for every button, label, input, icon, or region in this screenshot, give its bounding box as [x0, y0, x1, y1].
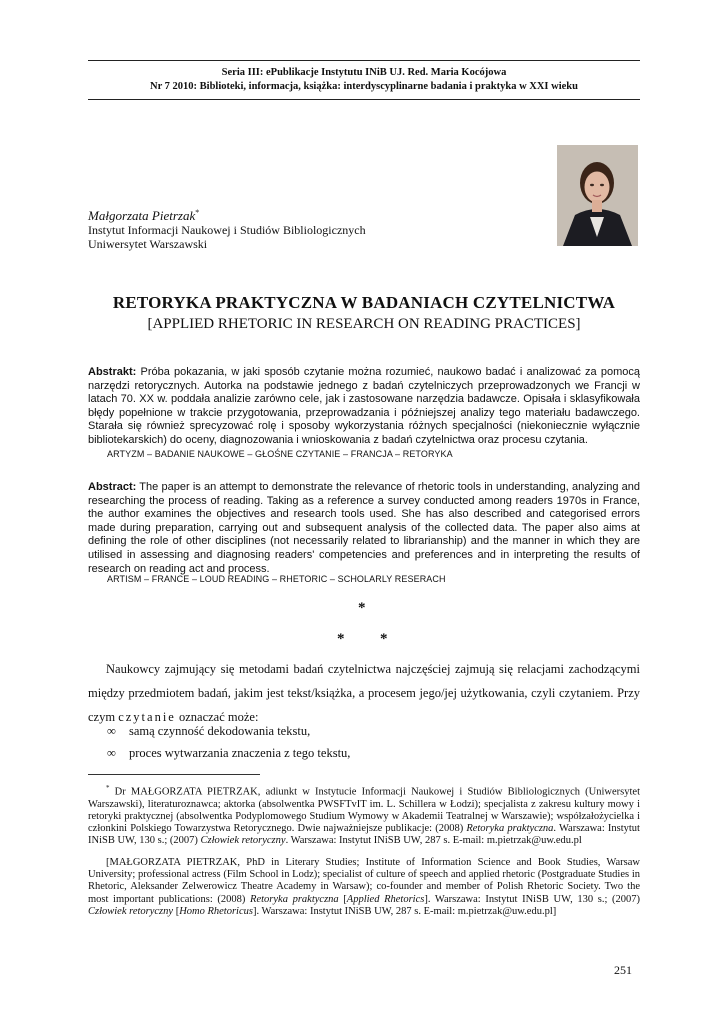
abstract-english — [88, 481, 640, 576]
footnote-polish — [88, 782, 640, 848]
footnote-pl-text-3: . Warszawa: Instytut INiSB UW, 287 s. E-mail: m.pietrzak@uw.edu.pl — [285, 835, 582, 847]
infinity-bullet-icon: ∞ — [107, 746, 116, 760]
author-name: Małgorzata Pietrzak — [88, 208, 196, 223]
separator-star-top: * — [358, 600, 366, 616]
page-number: 251 — [614, 963, 632, 977]
series-line-1: Seria III: ePublikacje Instytutu INiB UJ. Red. Maria Kocójowa — [221, 67, 507, 78]
list-item-text: proces wytwarzania znaczenia z tego tekstu, — [129, 746, 351, 760]
footnote-en-italic-1: Retoryka praktyczna — [250, 893, 339, 905]
footnote-en-italic-2: Applied Rhetorics — [346, 893, 425, 905]
abstract-polish — [88, 366, 640, 448]
footnote-english — [88, 857, 640, 918]
series-header — [88, 60, 640, 100]
separator-star-right: * — [380, 631, 388, 647]
footnote-en-text-1: [MAŁGORZATA PIETRZAK, PhD in Literary Studies; Institute of Information Science and Book Studies, Warsaw University; professional actress (Film School in Lodz); specialist of culture of speech and applied rhetoric (Postgraduate Studies in Rhetoric, Aleksander Zelwerowicz Theatre Academy in Warsaw); co-founder and member of Polish Rhetoric Society. Two the most important publications: (2008) — [88, 857, 640, 905]
keywords-english: ARTISM – FRANCE – LOUD READING – RHETORIC – SCHOLARLY RESERACH — [107, 574, 446, 584]
body-spaced-word: czytanie — [118, 710, 176, 724]
footnote-en-italic-4: Homo Rhetoricus — [179, 905, 253, 917]
abstract-en-label: Abstract: — [88, 481, 137, 493]
footnote-pl-italic-1: Retoryka praktyczna — [466, 823, 554, 835]
footnote-pl-text-2: . Warszawa: Instytut INiSB UW, 130 s.; (2007) — [88, 823, 640, 847]
body-para-start: Naukowcy zajmujący się metodami badań czytelnictwa najczęściej zajmują się relacjami zachodzącymi między przedmiotem badań, jakim jest tekst/książka, a procesem jego/jej użytkowania, czyli czytaniem. Przy czym — [88, 662, 640, 724]
list-item-text: samą czynność dekodowania tekstu, — [129, 724, 311, 738]
series-line-2: Nr 7 2010: Biblioteki, informacja, książka: interdyscyplinarne badania i praktyka w XXI wieku — [149, 81, 578, 92]
list-item — [107, 746, 350, 761]
footnote-en-text-3: ]. Warszawa: Instytut INiSB UW, 130 s.; (2007) — [424, 893, 640, 905]
footnote-en-text-4: [ — [173, 905, 180, 917]
footnote-en-text-2: [ — [338, 893, 347, 905]
footnote-en-italic-3: Człowiek retoryczny — [88, 905, 174, 917]
separator-star-left: * — [337, 631, 345, 647]
body-para-end: oznaczać może: — [175, 710, 259, 724]
abstract-pl-text: Próba pokazania, w jaki sposób czytanie można rozumieć, naukowo badać i analizować za pomocą narzędzi retorycznych. Autorka na podstawie jednego z badań czytelniczych przeprowadzonych we Francji w latach 70. XX w. poddała analizie zarówno cele, jak i zastosowane narzędzia badawcze. Opisała i sklasyfikowała błędy popełnione w trakcie przygotowania, przeprowadzania i późniejszej analizy tego materiału badawczego. Starała się również sprecyzować rolę i sposoby wykorzystania różnych specjalności (niekoniecznie wyłącznie bibliotekarskich) do oceny, diagnozowania i wnioskowania z badań czytelnictwa oraz procesu czytania. — [88, 366, 640, 446]
infinity-bullet-icon: ∞ — [107, 724, 116, 738]
author-portrait-image — [557, 145, 638, 246]
footnote-pl-text-1: Dr MAŁGORZATA PIETRZAK, adiunkt w Instytucie Informacji Naukowej i Studiów Bibliologicznych (Uniwersytet Warszawski), literaturoznawca; aktorka (absolwentka PWSFTvIT im. L. Schillera w Łodzi); specjalista z zakresu kultury mowy i retoryki praktycznej (absolwentka Podyplomowego Studium Wymowy w Akademii Teatralnej w Warszawie); współzałożycielka i członkini Polskiego Towarzystwa Retorycznego. Dwie najważniejsze publikacje: (2008) — [88, 786, 640, 835]
article-title — [88, 293, 640, 333]
abstract-en-text: The paper is an attempt to demonstrate the relevance of rhetoric tools in understanding, analyzing and researching the process of reading. Taking as a reference a survey conducted among readers 1970s in France, the author examines the objectives and research tools used. She has also described and categorised errors made during preparation, carrying out and subsequent analysis of the collected data. The paper also aims at defining the role of other disciplines (not necessarily related to librarianship) and the manner in which they are utilised in assessing and diagnosing readers' competencies and preferences and in interpreting the results of research on reading act and process. — [88, 481, 640, 575]
author-institute: Instytut Informacji Naukowej i Studiów Bibliologicznych — [88, 223, 366, 237]
footnote-en-text-5: ]. Warszawa: Instytut INiSB UW, 287 s. E-mail: m.pietrzak@uw.edu.pl] — [252, 905, 557, 917]
keywords-polish: ARTYZM – BADANIE NAUKOWE – GŁOŚNE CZYTANIE – FRANCJA – RETORYKA — [107, 449, 453, 459]
list-item — [107, 724, 310, 739]
footnote-mark: * — [106, 784, 110, 792]
abstract-pl-label: Abstrakt: — [88, 366, 137, 378]
title-polish: RETORYKA PRAKTYCZNA W BADANIACH CZYTELNICTWA — [112, 293, 616, 312]
author-block — [88, 206, 508, 251]
footnote-pl-italic-2: Człowiek retoryczny — [200, 835, 286, 847]
footnote-divider — [88, 774, 260, 775]
author-photo — [557, 145, 638, 246]
author-footnote-mark: * — [195, 208, 200, 217]
body-paragraph — [88, 657, 640, 729]
title-english: [APPLIED RHETORIC IN RESEARCH ON READING PRACTICES] — [147, 316, 581, 332]
author-university: Uniwersytet Warszawski — [88, 237, 208, 251]
